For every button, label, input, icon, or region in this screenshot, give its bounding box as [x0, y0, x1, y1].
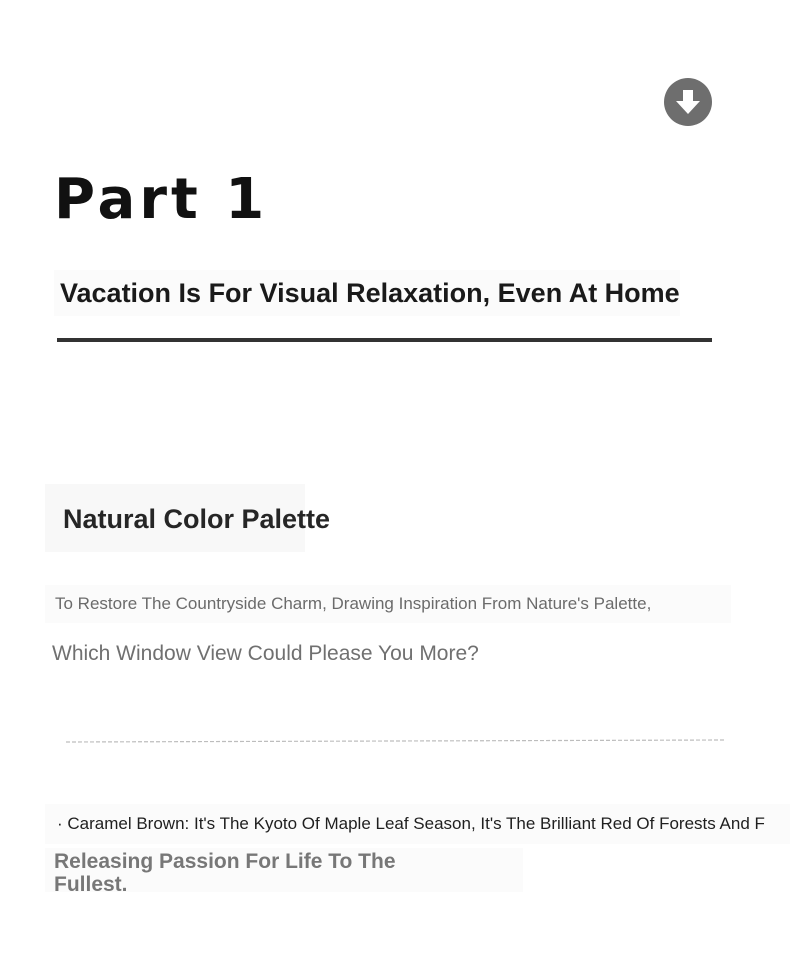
download-button[interactable] — [664, 78, 712, 126]
closing-text: Releasing Passion For Life To The Fullest. — [54, 850, 396, 896]
intro-question: Which Window View Could Please You More? — [52, 642, 479, 665]
title-underline — [57, 338, 712, 342]
section-heading: Natural Color Palette — [63, 504, 331, 534]
dashed-divider — [66, 734, 726, 746]
part-title: Part 1 — [54, 167, 269, 232]
intro-text: To Restore The Countryside Charm, Drawing Inspiration From Nature's Palette, — [55, 594, 652, 613]
article-subtitle: Vacation Is For Visual Relaxation, Even At Home — [60, 278, 680, 308]
arrow-down-icon — [675, 88, 701, 116]
bullet-item-caramel-brown: · Caramel Brown: It's The Kyoto Of Maple Leaf Season, It's The Brilliant Red Of Forests And F — [57, 814, 765, 833]
